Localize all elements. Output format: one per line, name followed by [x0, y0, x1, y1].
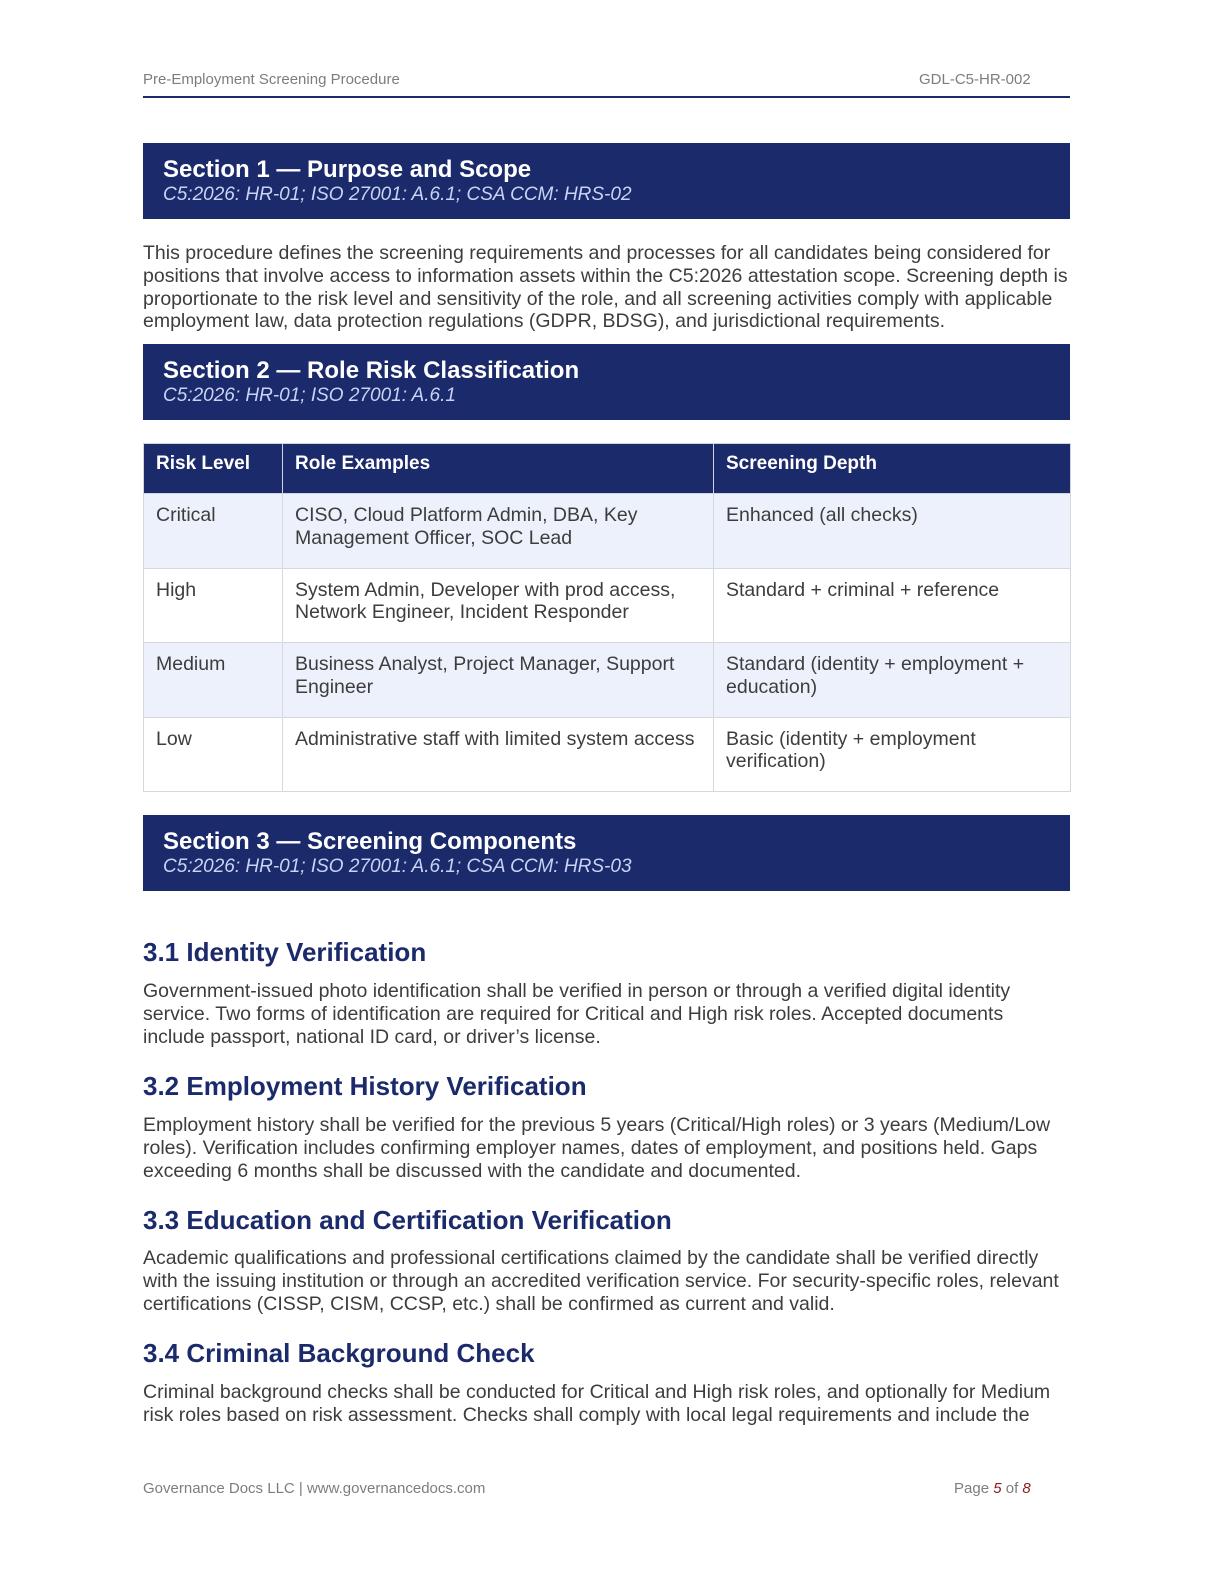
page-total: 8	[1022, 1480, 1031, 1497]
page-label: Page	[954, 1480, 990, 1497]
subsection-body: Government-issued photo identification shall be verified in person or through a verified digital identity service. Two forms of identification are required for Critical and High risk roles. Accepted documents include passport, national ID card, or driver’s license.	[143, 980, 1011, 1048]
section-3-references: C5:2026: HR-01; ISO 27001: A.6.1; CSA CCM: HRS-03	[163, 856, 632, 877]
screening-depth-cell: Standard + criminal + reference	[714, 568, 1071, 643]
section-3-banner	[143, 815, 1070, 891]
column-header-risk-level: Risk Level	[144, 444, 283, 494]
section-1-title: Section 1 — Purpose and Scope	[163, 156, 532, 183]
screening-depth-cell: Basic (identity + employment verification)	[714, 717, 1071, 792]
role-examples-cell: CISO, Cloud Platform Admin, DBA, Key Management Officer, SOC Lead	[283, 494, 714, 569]
table-row	[144, 643, 1071, 718]
column-header-screening-depth: Screening Depth	[714, 444, 1071, 494]
page-of-label: of	[1005, 1480, 1019, 1497]
subsection-body: Employment history shall be verified for the previous 5 years (Critical/High roles) or 3 years (Medium/Low roles). Verification includes confirming employer names, dates of employment, and positions held. Gaps exceeding 6 months shall be discussed with the candidate and documented.	[143, 1114, 1051, 1182]
role-examples-cell: Administrative staff with limited system access	[283, 717, 714, 792]
table-row	[144, 494, 1071, 569]
section-2-title: Section 2 — Role Risk Classification	[163, 357, 580, 384]
subsection-body: Academic qualifications and professional certifications claimed by the candidate shall be verified directly with the issuing institution or through an accredited verification service. For security-specific roles, relevant certifications (CISSP, CISM, CCSP, etc.) shall be confirmed as current and valid.	[143, 1247, 1059, 1315]
risk-level-cell: Low	[144, 717, 283, 792]
table-row	[144, 568, 1071, 643]
subsection-heading: 3.1 Identity Verification	[143, 937, 427, 967]
subsection-heading: 3.2 Employment History Verification	[143, 1071, 587, 1101]
screening-depth-cell: Enhanced (all checks)	[714, 494, 1071, 569]
column-header-role-examples: Role Examples	[283, 444, 714, 494]
footer-company: Governance Docs LLC | www.governancedocs.com	[143, 1480, 486, 1497]
risk-level-cell: Critical	[144, 494, 283, 569]
document-title: Pre-Employment Screening Procedure	[143, 71, 400, 88]
section-1-body: This procedure defines the screening requirements and processes for all candidates being considered for positions that involve access to information assets within the C5:2026 attestation scope. Screening depth is proportionate to the risk level and sensitivity of the role, and all screening activities comply with applicable employment law, data protection regulations (GDPR, BDSG), and jurisdictional requirements.	[143, 242, 1068, 333]
document-id: GDL-C5-HR-002	[919, 71, 1031, 88]
subsection-body: Criminal background checks shall be conducted for Critical and High risk roles, and optionally for Medium risk roles based on risk assessment. Checks shall comply with local legal requirements and include the	[143, 1381, 1051, 1426]
section-3-title: Section 3 — Screening Components	[163, 828, 577, 855]
page-current: 5	[993, 1480, 1002, 1497]
risk-level-cell: High	[144, 568, 283, 643]
section-2-banner	[143, 344, 1070, 420]
table-header-row	[144, 444, 1071, 494]
role-risk-table	[143, 443, 1071, 792]
subsection-heading: 3.3 Education and Certification Verification	[143, 1205, 672, 1235]
table-row	[144, 717, 1071, 792]
section-1-references: C5:2026: HR-01; ISO 27001: A.6.1; CSA CCM: HRS-02	[163, 184, 632, 205]
section-1-banner	[143, 143, 1070, 219]
section-2-references: C5:2026: HR-01; ISO 27001: A.6.1	[163, 385, 456, 406]
role-examples-cell: Business Analyst, Project Manager, Support Engineer	[283, 643, 714, 718]
risk-level-cell: Medium	[144, 643, 283, 718]
screening-depth-cell: Standard (identity + employment + education)	[714, 643, 1071, 718]
running-header	[143, 70, 1070, 98]
role-examples-cell: System Admin, Developer with prod access, Network Engineer, Incident Responder	[283, 568, 714, 643]
page-number	[954, 1480, 1031, 1497]
subsection-heading: 3.4 Criminal Background Check	[143, 1338, 535, 1368]
